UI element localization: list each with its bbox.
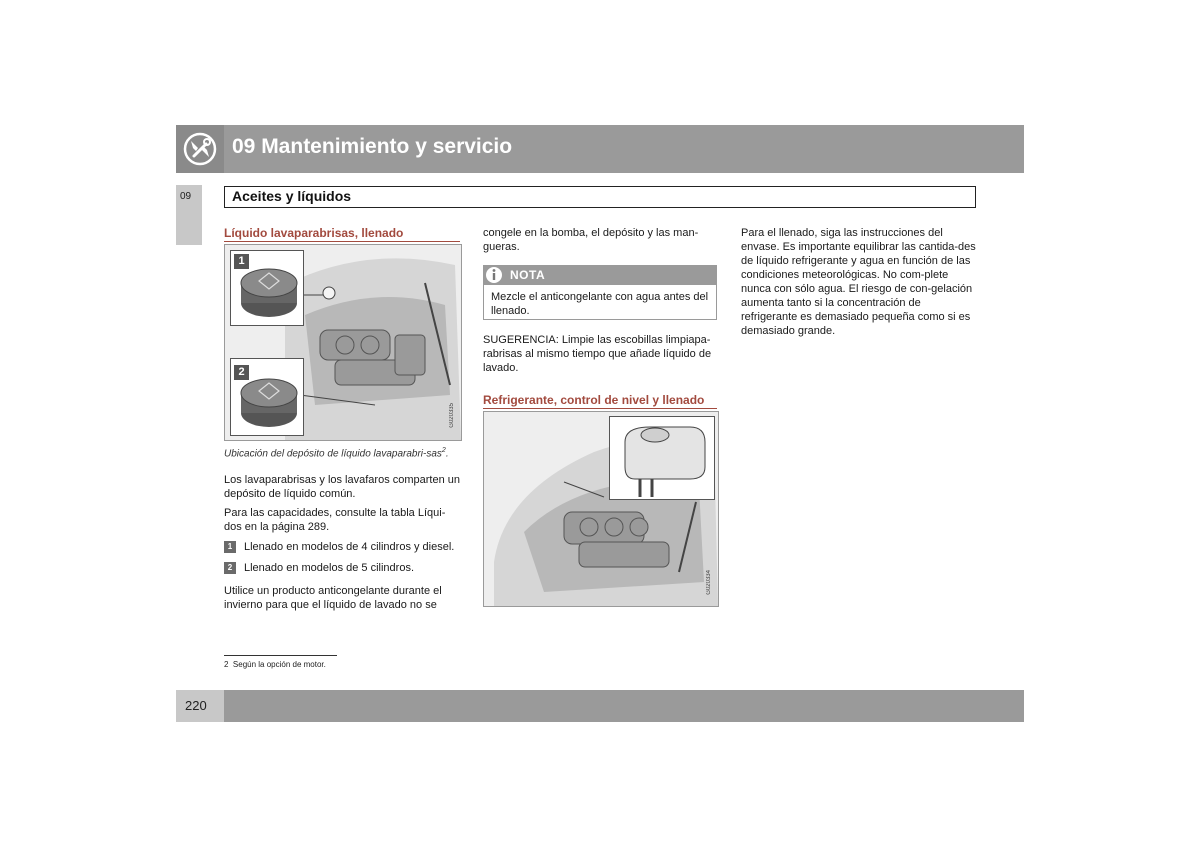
wrench-icon — [176, 125, 224, 173]
paragraph: Utilice un producto anticongelante durante el invierno para que el líquido de lavado no se — [224, 585, 442, 611]
list-item: Llenado en modelos de 4 cilindros y diesel. — [244, 541, 455, 553]
paragraph: Para las capacidades, consulte la tabla Líqui-dos en la página 289. — [224, 507, 446, 533]
paragraph: SUGERENCIA: Limpie las escobillas limpiapa-rabrisas al mismo tiempo que añade líquido de lavado. — [483, 334, 712, 374]
paragraph: Para el llenado, siga las instrucciones del envase. Es importante equilibrar las cantida-des de líquido refrigerante y agua en función de las condiciones meteorológicas. No com-plete nunca con sólo agua. El riesgo de con-gelación aumenta tanto si la concentración de refrigerante es demasiado pequeña como si es demasiado grande. — [741, 227, 976, 337]
footnote-rule — [224, 655, 337, 656]
footnote — [224, 660, 326, 669]
footnote-text: Según la opción de motor. — [232, 660, 326, 669]
coolant-heading: Refrigerante, control de nivel y llenado — [483, 393, 705, 407]
caption-end: . — [445, 448, 449, 460]
caption-text: Ubicación del depósito de líquido lavaparabri-sas — [224, 448, 442, 460]
footnote-number: 2 — [224, 660, 229, 669]
list-number-1: 1 — [224, 541, 236, 553]
note-text: Mezcle el anticongelante con agua antes del llenado. — [491, 291, 709, 317]
figure-code: G020334 — [706, 570, 712, 595]
callout-number-2: 2 — [234, 365, 249, 380]
list-item: Llenado en modelos de 5 cilindros. — [244, 562, 415, 574]
heading-rule — [483, 408, 717, 409]
figure-code: G020335 — [449, 403, 455, 428]
chapter-icon-box — [176, 125, 224, 173]
paragraph: Los lavaparabrisas y los lavafaros comparten un depósito de líquido común. — [224, 474, 461, 500]
paragraph: congele en la bomba, el depósito y las man-gueras. — [483, 227, 699, 253]
coolant-reservoir-illustration — [610, 417, 714, 499]
washer-reservoir-figure — [224, 244, 462, 441]
caption-footnote-ref: 2 — [441, 447, 446, 454]
info-icon — [485, 266, 503, 284]
section-title: Aceites y líquidos — [232, 188, 352, 204]
callout-number-1: 1 — [234, 254, 249, 269]
coolant-figure — [483, 411, 719, 607]
chapter-title: 09 Mantenimiento y servicio — [232, 135, 513, 158]
page-number: 220 — [185, 698, 207, 713]
footer-band — [224, 690, 1024, 722]
heading-rule — [224, 241, 460, 242]
figure-caption — [224, 444, 460, 460]
side-tab-label: 09 — [180, 191, 192, 202]
coolant-reservoir-callout — [609, 416, 715, 500]
list-number-2: 2 — [224, 562, 236, 574]
note-label: NOTA — [510, 268, 546, 282]
washer-fluid-heading: Líquido lavaparabrisas, llenado — [224, 226, 404, 240]
